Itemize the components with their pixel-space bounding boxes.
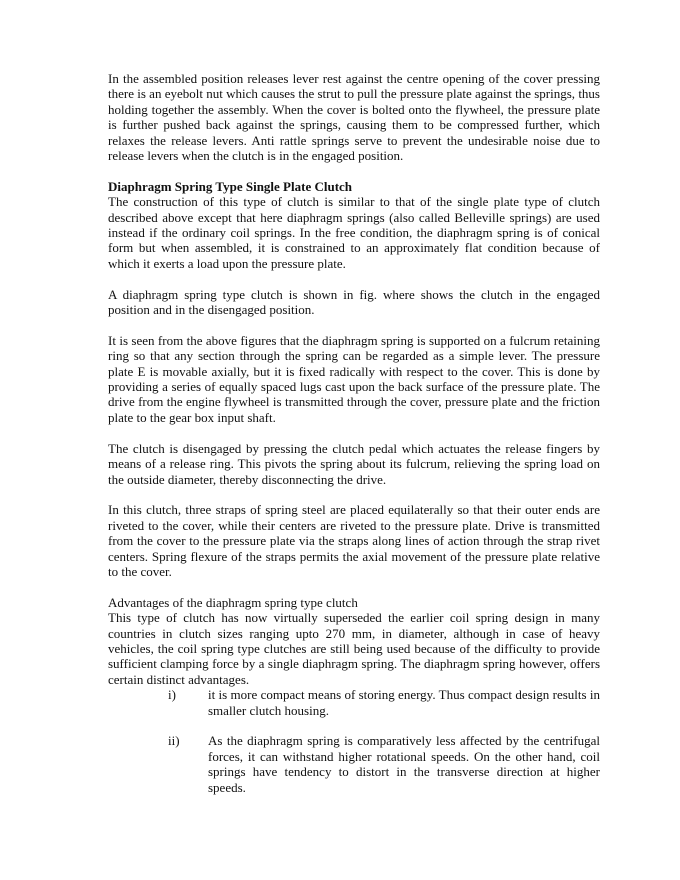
section-heading-diaphragm-clutch: Diaphragm Spring Type Single Plate Clutch (108, 178, 353, 194)
paragraph-spring-straps: In this clutch, three straps of spring steel are placed equilaterally so that their outer ends are riveted to the cover, while their centers are riveted to the pressure plate. Drive is transmitted from the cover to the pressure plate via the straps along lines of action through the strap rivet centers. Spring flexure of the straps permits the axial movement of the pressure plate relative to the cover. (108, 502, 600, 579)
paragraph-figure-reference: A diaphragm spring type clutch is shown in fig. where shows the clutch in the engaged position and in the disengaged position. (108, 286, 600, 318)
paragraph-assembled-position: In the assembled position releases lever rest against the centre opening of the cover pressing there is an eyebolt nut which causes the strut to pull the pressure plate against the springs, thus holding together the assembly. When the cover is bolted onto the flywheel, the pressure plate is further pushed back against the springs, causing them to be compressed further, which relaxes the release levers. Anti rattle springs serve to prevent the undesirable noise due to release levers when the clutch is in the engaged position. (108, 71, 600, 164)
paragraph-advantages-intro: This type of clutch has now virtually superseded the earlier coil spring design in many countries in clutch sizes ranging upto 270 mm, in diameter, although in case of heavy vehicles, the coil spring type clutches are still being used because of the difficulty to provide sufficient clamping force by a single diaphragm spring. The diaphragm spring however, offers certain distinct advantages. (108, 610, 600, 687)
paragraph-fulcrum: It is seen from the above figures that the diaphragm spring is supported on a fulcrum retaining ring so that any section through the spring can be regarded as a simple lever. The pressure plate E is movable axially, but it is fixed radically with respect to the cover. This is done by providing a series of equally spaced lugs cast upon the back surface of the pressure plate. The drive from the engine flywheel is transmitted through the cover, pressure plate and the friction plate to the gear box input shaft. (108, 332, 600, 425)
list-item (108, 687, 600, 718)
list-item (108, 733, 600, 795)
paragraph-construction: The construction of this type of clutch is similar to that of the single plate type of clutch described above except that here diaphragm springs (also called Belleville springs) are used instead if the ordinary coil springs. In the free condition, the diaphragm spring is of conical form but when assembled, it is constrained to an approximately flat condition because of which it exerts a load upon the pressure plate. (108, 194, 600, 271)
list-item-number: ii) (168, 733, 180, 749)
list-item-text: it is more compact means of storing energy. Thus compact design results in smaller clutch housing. (208, 687, 600, 718)
section-heading-advantages: Advantages of the diaphragm spring type clutch (108, 594, 358, 610)
document-page (108, 71, 600, 795)
paragraph-disengagement: The clutch is disengaged by pressing the clutch pedal which actuates the release fingers by means of a release ring. This pivots the spring about its fulcrum, relieving the spring load on the outside diameter, thereby disconnecting the drive. (108, 440, 600, 487)
list-item-text: As the diaphragm spring is comparatively less affected by the centrifugal forces, it can withstand higher rotational speeds. On the other hand, coil springs have tendency to distort in the transverse direction at higher speeds. (208, 733, 600, 795)
list-item-number: i) (168, 687, 176, 703)
